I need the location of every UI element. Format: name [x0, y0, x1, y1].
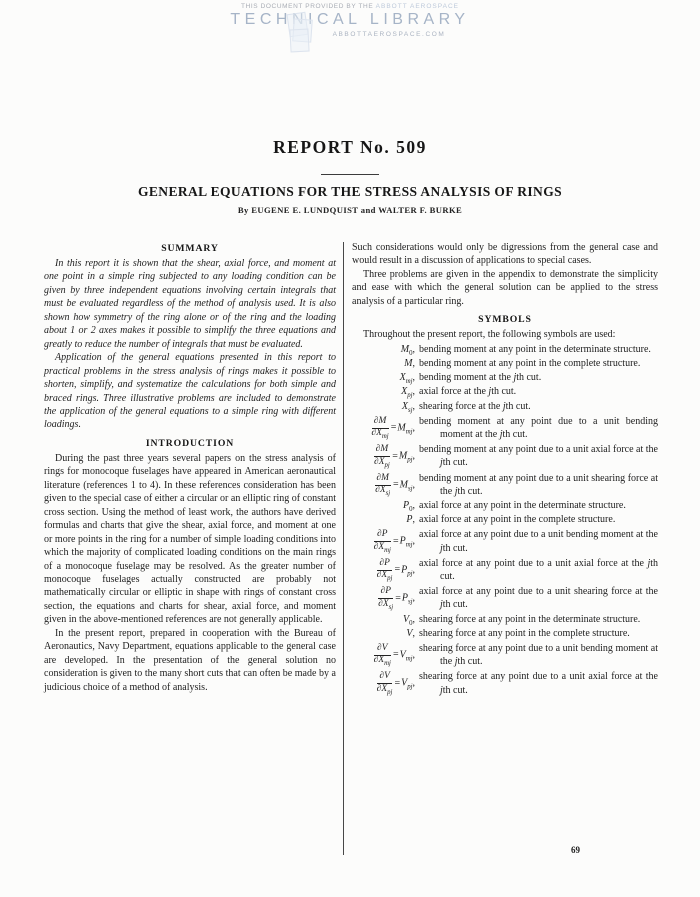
symbol-description: bending moment at any point due to a unit shearing force at the jth cut.: [419, 472, 658, 497]
summary-section: [44, 257, 336, 432]
right-column-paragraphs: [352, 241, 658, 308]
partial-derivative-fraction: $\frac{\partial V}{\partial X_{mj}}$: [373, 643, 391, 668]
right-column: [352, 241, 658, 697]
paragraph: Application of the general equations presented in this report to practical problems in the stress analysis of rings makes it possible to shorten, simplify, and systematize the calculations for both simple and braced rings. Three illustrative problems are included to demonstrate the application of the general equations to a simple ring with different loadings.: [44, 352, 336, 431]
symbol-description: bending moment at any point in the determinate structure.: [419, 343, 651, 355]
symbol-description: axial force at any point due to a unit axial force at the jth cut.: [419, 557, 658, 582]
symbol-term: $X_{pj}$,: [401, 386, 415, 400]
paragraph: In the present report, prepared in cooperation with the Bureau of Aeronautics, Navy Department, equations applicable to the general case are developed. In the presentation of the general solution no consideration is given to the many short cuts that can often be made by a judicious choice of a method of analysis.: [44, 627, 336, 693]
partial-derivative-fraction: $\frac{\partial P}{\partial X_{pj}}$: [376, 557, 393, 583]
symbol-term: P,: [406, 514, 415, 526]
symbols-list: [352, 343, 658, 697]
partial-derivative-fraction: $\frac{\partial M}{\partial X_{sj}}$: [375, 472, 391, 497]
symbol-description: shearing force at any point in the determinate structure.: [419, 613, 641, 625]
banner-provided-by: [0, 3, 700, 10]
equals-sign: =: [394, 564, 401, 576]
document-stack-icon: [286, 9, 320, 53]
equals-sign: =: [392, 649, 399, 661]
symbol-description: axial force at the jth cut.: [419, 386, 517, 398]
symbol-description: shearing force at the jth cut.: [419, 400, 531, 412]
equals-sign: =: [392, 535, 399, 547]
equals-sign: =: [394, 677, 401, 689]
introduction-section: [44, 452, 336, 694]
banner-abbott-aerospace: ABBOTT AEROSPACE: [375, 3, 459, 10]
symbol-description: axial force at any point due to a unit shearing force at the jth cut.: [419, 586, 658, 611]
symbol-description: shearing force at any point due to a unit axial force at the jth cut.: [419, 671, 658, 696]
symbol-term: $\frac{\partial M}{\partial X_{sj}}$ $=M_{sj}$,: [375, 472, 415, 497]
left-column: [44, 243, 336, 694]
symbol-entry: [352, 357, 658, 370]
equals-sign: =: [395, 592, 401, 604]
equals-sign: =: [392, 479, 399, 491]
symbol-description: bending moment at any point due to a unit axial force at the jth cut.: [419, 444, 658, 469]
symbol-term: $P_0$,: [402, 499, 415, 513]
symbol-term: $M_0$,: [400, 343, 415, 357]
partial-derivative-fraction: $\frac{\partial V}{\partial X_{pj}}$: [376, 671, 393, 696]
summary-heading: SUMMARY: [161, 243, 219, 254]
partial-derivative-fraction: $\frac{\partial P}{\partial X_{mj}}$: [373, 529, 391, 554]
symbol-entry: [352, 557, 658, 583]
symbol-entry: [352, 627, 658, 640]
symbol-term: M,: [404, 357, 415, 369]
symbol-term: $\frac{\partial P}{\partial X_{mj}}$ $=P_{mj}$,: [373, 529, 415, 554]
symbol-entry: [352, 670, 658, 696]
banner-provided-by-text: THIS DOCUMENT PROVIDED BY THE: [241, 3, 374, 10]
symbol-description: shearing force at any point in the complete structure.: [419, 627, 630, 639]
column-divider: [343, 242, 344, 855]
introduction-heading: INTRODUCTION: [145, 437, 235, 449]
symbol-term: $\frac{\partial V}{\partial X_{pj}}$ $=V_{pj}$,: [376, 671, 415, 696]
symbol-term: $\frac{\partial P}{\partial X_{pj}}$ $=P_{pj}$,: [376, 557, 415, 583]
banner-technical-library: TECHNICAL LIBRARY: [230, 11, 470, 28]
symbol-term: $V_0$,: [402, 613, 415, 627]
symbol-description: bending moment at any point due to a unit bending moment at the jth cut.: [419, 415, 658, 440]
paragraph: During the past three years several papers on the stress analysis of rings for monocoque fuselages have appeared in American aeronautical literature (references 1 to 4). In these references consideration has been given to the special case of either a circular or an elliptic ring of constant cross section. Using the method of least work, the authors have derived formulas and charts that give the shear, axial force, and moment at one or more points in the ring for a number of simple loading conditions into which the majority of complicated loading conditions on the main rings of a monocoque fuselage may be resolved. As the greater number of monocoque fuselages actually constructed are probably not mathematically circular or elliptic in shape with rings of constant cross section, the equations and charts for shear, axial force, and moment given in the above-mentioned references are not generally applicable.: [44, 452, 336, 626]
partial-derivative-fraction: $\frac{\partial M}{\partial X_{mj}}$: [371, 415, 389, 441]
symbol-term: $\frac{\partial P}{\partial X_{sj}}$ $=P_{sj}$,: [378, 586, 415, 611]
symbol-entry: [352, 585, 658, 611]
symbol-term: $\frac{\partial M}{\partial X_{mj}}$ $=M_{mj}$,: [371, 415, 415, 441]
symbol-entry: [352, 385, 658, 398]
symbol-description: bending moment at the jth cut.: [419, 372, 542, 384]
symbol-description: axial force at any point in the determinate structure.: [419, 499, 626, 511]
symbol-term: $\frac{\partial V}{\partial X_{mj}}$ $=V_{mj}$,: [373, 643, 415, 668]
partial-derivative-fraction: $\frac{\partial M}{\partial X_{pj}}$: [374, 444, 390, 469]
equals-sign: =: [392, 450, 398, 462]
symbol-entry: [352, 513, 658, 526]
symbol-entry: [352, 443, 658, 469]
symbol-term: $\frac{\partial M}{\partial X_{pj}}$ $=M_{pj}$,: [374, 444, 415, 469]
symbol-description: bending moment at any point in the complete structure.: [419, 357, 641, 369]
symbol-entry: [352, 613, 658, 626]
paragraph: Such considerations would only be digressions from the general case and would result in a discussion of applications to special cases.: [352, 242, 658, 267]
watermark-banner: [0, 3, 700, 38]
symbol-description: axial force at any point due to a unit bending moment at the jth cut.: [419, 529, 658, 554]
symbol-term: $X_{sj}$,: [401, 400, 415, 414]
symbol-entry: [352, 415, 658, 441]
symbol-term: V,: [406, 627, 415, 639]
symbol-entry: [352, 472, 658, 498]
page-number: 69: [571, 845, 580, 855]
symbol-term: $X_{mj}$,: [399, 372, 415, 386]
symbol-entry: [352, 499, 658, 512]
banner-website: ABBOTTAEROSPACE.COM: [332, 31, 446, 38]
paragraph: In this report it is shown that the shear, axial force, and moment at one point in a simple ring subjected to any loading condition can be given by three independent equations involving certain integrals that must be evaluated regardless of the method of analysis used. It is also shown how symmetry of the ring alone or of the ring and the loading about 1 or 2 axes makes it possible to simplify the three equations and greatly to reduce the number of integrals that must be evaluated.: [44, 258, 336, 350]
symbol-entry: [352, 528, 658, 554]
symbol-entry: [352, 642, 658, 668]
title-rule: [321, 174, 379, 175]
paragraph: Throughout the present report, the following symbols are used:: [363, 329, 616, 341]
symbol-entry: [352, 400, 658, 413]
report-number: REPORT No. 509: [273, 137, 427, 157]
partial-derivative-fraction: $\frac{\partial P}{\partial X_{sj}}$: [378, 586, 394, 611]
page-title: GENERAL EQUATIONS FOR THE STRESS ANALYSIS OF RINGS: [138, 184, 562, 199]
symbols-intro-wrap: [352, 328, 658, 341]
paragraph: Three problems are given in the appendix to demonstrate the simplicity and ease with which the general solution can be applied to the stress analysis of a particular ring.: [352, 268, 658, 307]
symbol-entry: [352, 343, 658, 356]
symbol-description: shearing force at any point due to a unit bending moment at the jth cut.: [419, 642, 658, 668]
byline: By EUGENE E. LUNDQUIST and WALTER F. BURKE: [237, 205, 463, 215]
equals-sign: =: [390, 422, 397, 434]
symbols-heading: SYMBOLS: [478, 314, 532, 326]
symbol-description: axial force at any point in the complete structure.: [419, 514, 616, 526]
symbol-entry: [352, 371, 658, 384]
